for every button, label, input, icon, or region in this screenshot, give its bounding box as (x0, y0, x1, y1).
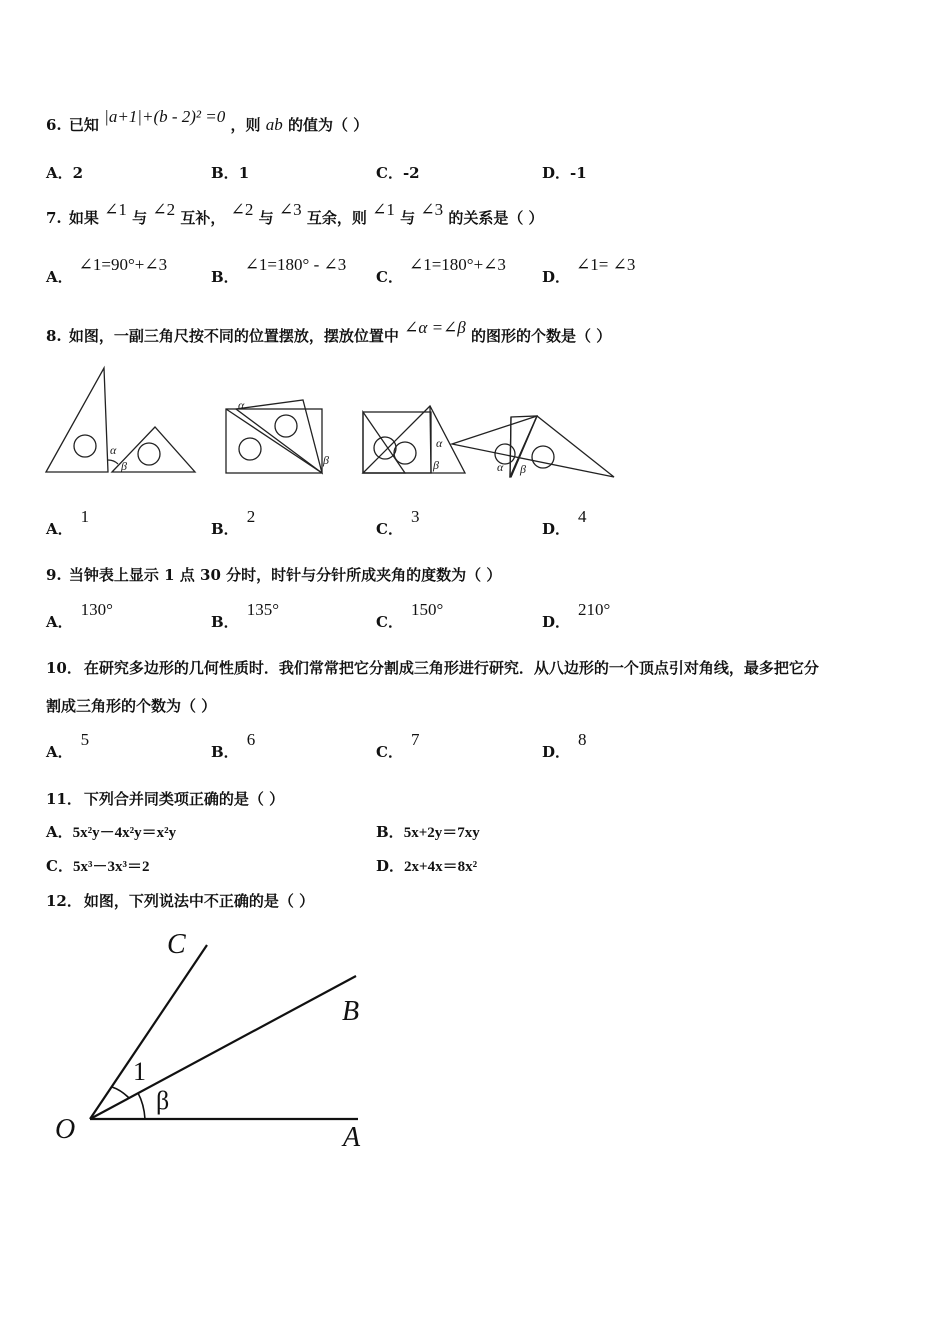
option-value: 6 (246, 730, 256, 749)
option-b[interactable] (376, 821, 480, 842)
option-b[interactable] (211, 507, 256, 539)
option-value: 150° (410, 600, 444, 619)
ray-ob (90, 976, 356, 1119)
question-text: 在研究多边形的几何性质时．我们常常把它分割成三角形进行研究．从八边形的一个顶点引对角线，最多把它分 (83, 659, 819, 677)
option-a[interactable] (46, 162, 83, 183)
alpha-label: α (238, 398, 245, 412)
question-number: 10． (46, 659, 82, 677)
angle-symbol: ∠3 (420, 200, 444, 219)
option-value: 1 (238, 164, 250, 182)
option-value: 5x²y－4x²y＝x²y (72, 825, 177, 841)
question-6 (46, 107, 369, 135)
option-d[interactable] (376, 855, 477, 876)
question-number: 6. (46, 116, 62, 134)
option-value: 4 (578, 507, 587, 526)
question-text: 与 (132, 209, 148, 227)
angle-arc-1 (112, 1087, 129, 1098)
option-label: D． (542, 268, 571, 286)
option-label: B． (211, 164, 239, 182)
option-label: A． (46, 823, 73, 841)
option-d[interactable] (542, 507, 587, 539)
option-value: 210° (578, 600, 611, 619)
option-label: B． (211, 613, 239, 631)
option-value: ∠1=180° - ∠3 (244, 255, 347, 274)
option-label: C． (376, 613, 403, 631)
option-value: 5 (80, 730, 90, 749)
option-a[interactable] (46, 507, 90, 539)
question-text: 已知 (68, 116, 99, 134)
angle-symbol: ∠1 (104, 200, 127, 219)
ray-oc (90, 945, 207, 1119)
angle-arc-beta (138, 1093, 145, 1119)
option-value: ∠1= ∠3 (576, 255, 636, 274)
question-11 (46, 788, 284, 809)
beta-label: β (323, 453, 329, 467)
question-text: 如果 (68, 209, 99, 227)
option-value: 5x³－3x³＝2 (72, 859, 150, 875)
angle-beta-label: β (156, 1086, 170, 1115)
point-b-label: B (342, 996, 360, 1027)
option-label: B． (211, 268, 239, 286)
option-d[interactable] (542, 730, 587, 762)
option-value: 2x+4x＝8x² (404, 859, 478, 875)
option-a[interactable] (46, 730, 90, 762)
option-value: 2 (246, 507, 256, 526)
option-b[interactable] (211, 255, 347, 287)
question-number: 7. (46, 209, 62, 227)
point-c-label: C (167, 929, 186, 960)
question-text: 的图形的个数是（ ） (471, 327, 612, 345)
option-b[interactable] (211, 600, 279, 632)
option-c[interactable] (376, 162, 420, 183)
option-b[interactable] (211, 162, 249, 183)
option-value: ∠1=90°+∠3 (78, 255, 168, 274)
option-label: D． (542, 743, 571, 761)
option-label: B． (211, 520, 239, 538)
question-number: 9. (46, 566, 62, 584)
angle-symbol: ∠2 (152, 200, 176, 219)
option-label: D． (542, 520, 571, 538)
option-value: ∠1=180°+∠3 (408, 255, 506, 274)
option-label: A． (46, 520, 73, 538)
option-value: 7 (410, 730, 420, 749)
point-o-label: O (55, 1114, 76, 1145)
alpha-label: α (110, 443, 117, 457)
option-value: 130° (80, 600, 113, 619)
angle-symbol: ∠3 (278, 200, 302, 219)
option-label: A． (46, 613, 73, 631)
question-number: 12． (46, 892, 82, 910)
question-10-line-2: 割成三角形的个数为（ ） (46, 697, 217, 715)
question-number: 8. (46, 327, 62, 345)
variable: ab (265, 115, 283, 134)
question-number: 11． (46, 790, 82, 808)
option-c[interactable] (376, 600, 444, 632)
option-value: 2 (72, 164, 84, 182)
option-label: D． (542, 164, 571, 182)
option-a[interactable] (46, 255, 168, 287)
option-c[interactable] (46, 855, 149, 876)
option-label: D． (542, 613, 571, 631)
option-b[interactable] (211, 730, 256, 762)
question-8 (46, 318, 612, 346)
question-text: 互补， (180, 209, 226, 227)
question-text: 如图，一副三角尺按不同的位置摆放，摆放位置中 (68, 327, 399, 345)
option-label: B． (376, 823, 404, 841)
option-label: C． (376, 268, 403, 286)
question-text: 如图，下列说法中不正确的是（ ） (83, 892, 315, 910)
option-value: 1 (80, 507, 90, 526)
figure-1 (46, 368, 195, 472)
option-value: 3 (410, 507, 420, 526)
option-label: A． (46, 164, 73, 182)
option-c[interactable] (376, 507, 420, 539)
angle-symbol: ∠1 (372, 200, 395, 219)
angle-symbol: ∠2 (230, 200, 254, 219)
beta-label: β (433, 458, 439, 472)
angle-figure (45, 920, 385, 1160)
question-text: 下列合并同类项正确的是（ ） (83, 790, 285, 808)
option-label: C． (376, 164, 403, 182)
option-label: D． (376, 857, 405, 875)
figure-3 (363, 406, 465, 473)
question-text: ，则 (230, 116, 261, 134)
question-text: 的值为（ ） (287, 116, 369, 134)
option-a[interactable] (46, 821, 176, 842)
equation: ∠α =∠β (404, 318, 466, 337)
beta-label: β (121, 459, 127, 473)
option-c[interactable] (376, 255, 506, 287)
option-value: 5x+2y＝7xy (403, 825, 480, 841)
option-label: C． (376, 520, 403, 538)
triangle-figures (40, 360, 630, 490)
option-d[interactable] (542, 600, 611, 632)
question-7 (46, 200, 544, 228)
point-a-label: A (343, 1122, 361, 1153)
beta-label: β (520, 462, 526, 476)
question-12 (46, 890, 314, 911)
question-text: 与 (400, 209, 416, 227)
alpha-label: α (497, 460, 504, 474)
question-10 (46, 657, 819, 678)
figure-4 (452, 416, 614, 477)
option-value: -1 (570, 164, 587, 182)
option-value: -2 (402, 164, 420, 182)
question-text: 当钟表上显示 1 点 30 分时，时针与分针所成夹角的度数为（ ） (68, 566, 502, 584)
option-value: 8 (578, 730, 587, 749)
option-value: 135° (246, 600, 279, 619)
option-label: C． (376, 743, 403, 761)
question-9 (46, 564, 501, 585)
angle-1-label: 1 (133, 1057, 146, 1086)
question-text: 的关系是（ ） (448, 209, 544, 227)
question-text: 互余，则 (306, 209, 367, 227)
alpha-label: α (436, 436, 443, 450)
option-d[interactable] (542, 162, 587, 183)
question-text: 与 (258, 209, 274, 227)
option-label: A． (46, 268, 73, 286)
equation: |a+1|+(b - 2)² =0 (104, 107, 226, 126)
option-c[interactable] (376, 730, 420, 762)
option-label: C． (46, 857, 73, 875)
option-a[interactable] (46, 600, 113, 632)
option-label: A． (46, 743, 73, 761)
option-d[interactable] (542, 255, 636, 287)
option-label: B． (211, 743, 239, 761)
